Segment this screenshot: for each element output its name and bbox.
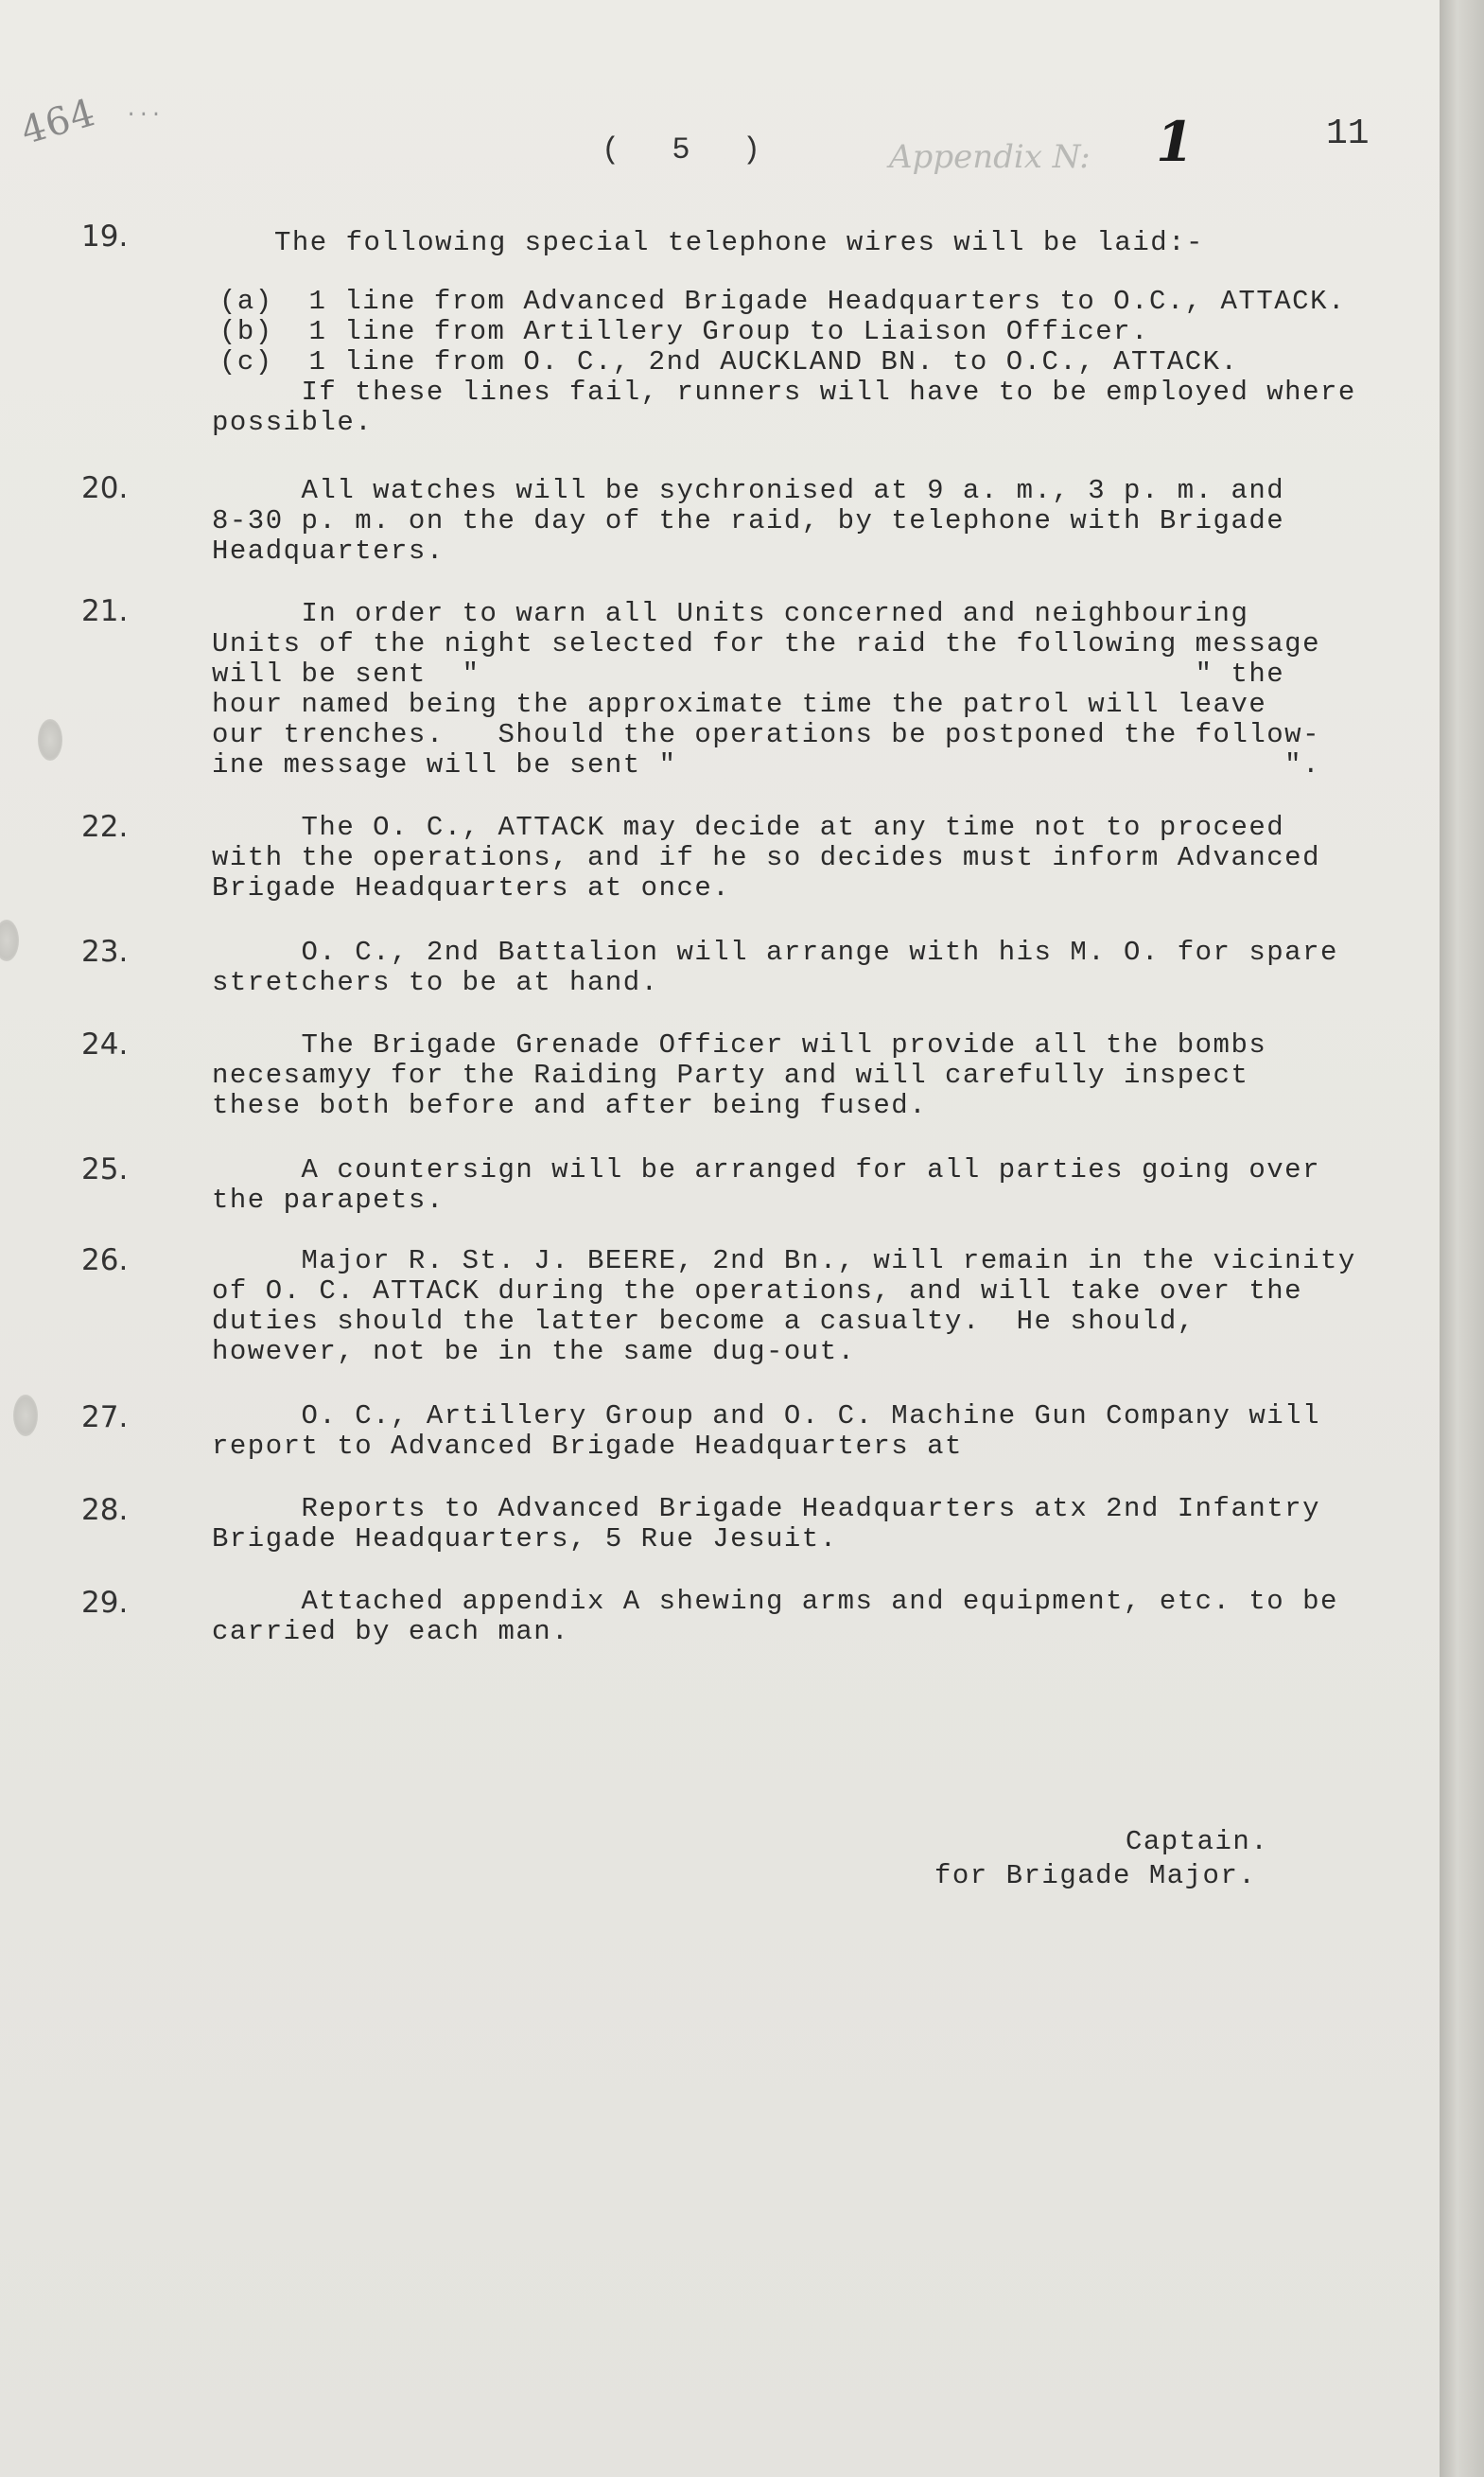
paragraph-number: 27. [81, 1400, 129, 1434]
paragraph-line: The Brigade Grenade Officer will provide all the bombs [212, 1029, 1267, 1061]
list-item: (a) 1 line from Advanced Brigade Headquarters to O.C., ATTACK. [219, 286, 1346, 317]
paragraph-line: Brigade Headquarters at once. [212, 872, 731, 904]
paragraph-line: O. C., 2nd Battalion will arrange with his M. O. for spare [212, 937, 1338, 968]
page-number: 11 [1326, 114, 1370, 154]
paragraph-number: 29. [81, 1586, 129, 1620]
list-item: (c) 1 line from O. C., 2nd AUCKLAND BN. to O.C., ATTACK. [219, 346, 1239, 378]
list-item: (b) 1 line from Artillery Group to Liaison Officer. [219, 316, 1149, 347]
punch-hole [13, 1395, 38, 1436]
paragraph-line: 8-30 p. m. on the day of the raid, by telephone with Brigade [212, 505, 1285, 536]
paragraph-line: our trenches. Should the operations be postponed the follow- [212, 719, 1320, 750]
paragraph-line: Headquarters. [212, 536, 445, 567]
page-edge [1440, 0, 1484, 2477]
paragraph-line: The O. C., ATTACK may decide at any time not to proceed [212, 812, 1285, 843]
pencil-dots: ... [125, 98, 163, 122]
paragraph-line: carried by each man. [212, 1616, 570, 1647]
paragraph-line: The following special telephone wires will be laid:- [274, 227, 1204, 258]
paragraph-number: 28. [81, 1493, 129, 1527]
paragraph-line: If these lines fail, runners will have to be employed where [212, 377, 1356, 408]
signature-role: for Brigade Major. [934, 1860, 1257, 1891]
punch-hole [38, 719, 62, 761]
paragraph-number: 19. [81, 220, 129, 254]
paragraph-line: A countersign will be arranged for all parties going over [212, 1154, 1320, 1186]
paragraph-number: 26. [81, 1243, 129, 1277]
paragraph-number: 20. [81, 471, 129, 505]
paragraph-line: Major R. St. J. BEERE, 2nd Bn., will remain in the vicinity [212, 1245, 1356, 1276]
paragraph-line: O. C., Artillery Group and O. C. Machine Gun Company will [212, 1400, 1320, 1432]
paragraph-line: stretchers to be at hand. [212, 967, 659, 998]
paragraph-line: In order to warn all Units concerned and neighbouring [212, 598, 1249, 629]
pencil-folio-note: 464 [16, 90, 101, 154]
paragraph-line: ine message will be sent " ". [212, 749, 1320, 781]
paragraph-number: 23. [81, 935, 129, 969]
paragraph-line: however, not be in the same dug-out. [212, 1336, 856, 1367]
paragraph-line: Reports to Advanced Brigade Headquarters atx 2nd Infantry [212, 1493, 1320, 1524]
paragraph-line: the parapets. [212, 1185, 445, 1216]
appendix-label: Appendix N: [889, 138, 1091, 176]
paragraph-line: necesamyy for the Raiding Party and will carefully inspect [212, 1060, 1249, 1091]
paragraph-line: will be sent " " the [212, 659, 1285, 690]
paragraph-number: 21. [81, 594, 129, 628]
paragraph-line: All watches will be sychronised at 9 a. m., 3 p. m. and [212, 475, 1285, 506]
paragraph-line: possible. [212, 407, 374, 438]
paragraph-line: of O. C. ATTACK during the operations, and will take over the [212, 1275, 1303, 1307]
paragraph-number: 25. [81, 1152, 129, 1186]
paragraph-line: Attached appendix A shewing arms and equipment, etc. to be [212, 1586, 1338, 1617]
signature-title: Captain. [1126, 1826, 1269, 1857]
paragraph-line: hour named being the approximate time the patrol will leave [212, 689, 1267, 720]
paragraph-number: 22. [81, 810, 129, 844]
appendix-number: 1 [1156, 110, 1195, 174]
page-marker: ( 5 ) [602, 132, 778, 167]
paragraph-line: duties should the latter become a casualty. He should, [212, 1306, 1196, 1337]
paragraph-line: Brigade Headquarters, 5 Rue Jesuit. [212, 1523, 838, 1555]
paragraph-line: report to Advanced Brigade Headquarters at [212, 1431, 963, 1462]
paragraph-line: these both before and after being fused. [212, 1090, 928, 1121]
paragraph-line: Units of the night selected for the raid the following message [212, 628, 1320, 659]
paragraph-number: 24. [81, 1028, 129, 1062]
paragraph-line: with the operations, and if he so decides must inform Advanced [212, 842, 1320, 873]
